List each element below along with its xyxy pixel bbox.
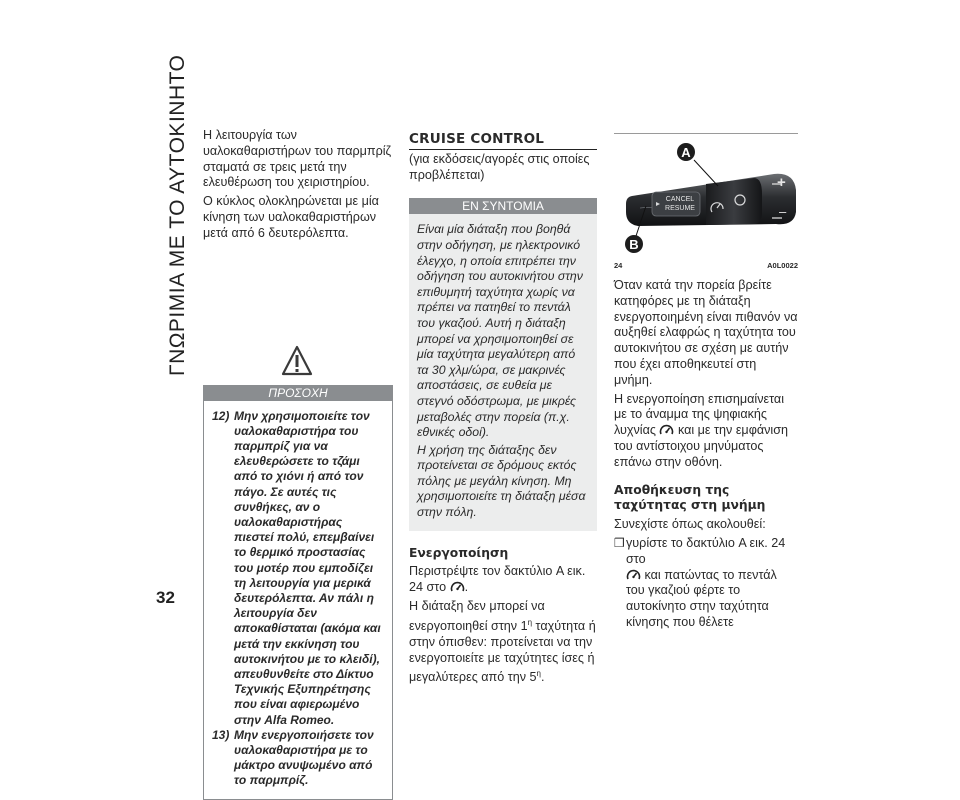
cruise-control-icon xyxy=(626,569,641,581)
figure-code: A0L0022 xyxy=(767,261,798,270)
summary-paragraph: Η χρήση της διάταξης δεν προτείνεται σε δρόμους εκτός πόλης με μεγάλη κίνηση. Μη χρησιμοποιείτε τη διάταξη μέσα στην πόλη. xyxy=(417,442,586,520)
text-span: γυρίστε το δακτύλιο A εικ. 24 στο xyxy=(626,535,786,566)
memory-heading: Αποθήκευση της ταχύτητας στη μνήμη xyxy=(614,482,766,513)
summary-header: ΕΝ ΣΥΝΤΟΜΙΑ xyxy=(409,198,597,214)
cruise-control-icon xyxy=(450,581,465,593)
stalk-illustration xyxy=(614,134,798,256)
text-span: . xyxy=(540,670,545,685)
list-item-text xyxy=(626,536,798,631)
text-span: και πατώντας το πεντάλ του γκαζιού φέρτε το αυτοκίνητο στην ταχύτητα κίνησης που θέλετε xyxy=(626,567,777,629)
chapter-title: ΓΝΩΡΙΜΙΑ ΜΕ ΤΟ ΑΥΤΟΚΙΝΗΤΟ xyxy=(166,54,189,376)
cruise-control-icon xyxy=(659,424,674,436)
text-span: Η ενεργοποίηση επισημαίνεται με το άναμμα της ψηφιακής λυχνίας xyxy=(614,391,784,438)
paragraph: Συνεχίστε όπως ακολουθεί: xyxy=(614,517,766,532)
warning-text: Μην χρησιμοποιείτε τον υαλοκαθαριστήρα του παρμπρίζ για να ελευθερώσετε το τζάμι από το χιόνι ή από τον πάγο. Σε αυτές τις συνθήκες, αν ο υαλοκαθαριστήρας πιεστεί πολύ, επεμβαίνει το θερμικό προστασίας του μοτέρ που εμποδίζει τη λειτουργία για μερικά δευτερόλεπτα. Αν πάλι η λειτουργία δεν αποκαθίσταται (ακόμα και μετά την εκκίνηση του αυτοκινήτου με το κλειδί), απευθυνθείτε στο Δίκτυο Τεχνικής Εξυπηρέτησης που είναι αφιερωμένο στην Alfa Romeo. xyxy=(234,408,381,727)
cancel-resume-button xyxy=(652,192,700,216)
list-item xyxy=(614,536,798,631)
minus-label: – xyxy=(779,204,787,219)
text-span: και με την εμφάνιση του αντίστοιχου μηνύματος επάνω στην οθόνη. xyxy=(614,423,789,469)
paragraph xyxy=(614,392,798,471)
warning-box xyxy=(203,401,393,800)
bullet-checkbox-icon: ❒ xyxy=(614,535,625,550)
warning-header: ΠΡΟΣΟΧΗ xyxy=(203,385,393,401)
cancel-label: CANCEL xyxy=(665,196,695,203)
figure-caption xyxy=(614,258,798,274)
warning-triangle-icon xyxy=(281,345,313,377)
text-span: ταχύτητα ή στην όπισθεν: προτείνεται να την ενεργοποιείτε με ταχύτητες ίσες ή μεγαλύτερες από την 5 xyxy=(409,619,596,685)
warning-item xyxy=(212,728,384,789)
callout-a-label: A xyxy=(681,145,691,160)
column-2 xyxy=(409,128,597,689)
activation-heading: Ενεργοποίηση xyxy=(409,545,509,560)
resume-label: RESUME xyxy=(665,205,695,212)
paragraph xyxy=(409,599,597,686)
section-title: CRUISE CONTROL xyxy=(409,132,597,150)
text-span: Η διάταξη δεν μπορεί να ενεργοποιηθεί στην 1 xyxy=(409,599,545,634)
callout-b-label: B xyxy=(629,237,639,252)
paragraph: Όταν κατά την πορεία βρείτε κατηφόρες με τη διάταξη ενεργοποιημένη είναι πιθανόν να αυξηθεί ελαφρώς η ταχύτητα του αυτοκινήτου σε σχέση με αυτήν που έχει αποθηκευτεί στη μνήμη. xyxy=(614,278,798,387)
section-subtitle: (για εκδόσεις/αγορές στις οποίες προβλέπεται) xyxy=(409,151,590,182)
column-3 xyxy=(614,128,798,631)
text-span: . xyxy=(464,580,469,595)
paragraph xyxy=(409,564,597,596)
superscript: η xyxy=(527,617,533,627)
warning-item xyxy=(212,409,384,728)
figure-24 xyxy=(614,133,798,268)
paragraph: Η λειτουργία των υαλοκαθαριστήρων του παρμπρίζ σταματά σε τρεις μετά την ελευθέρωση του χειριστηρίου. xyxy=(203,128,392,190)
warning-text: Μην ενεργοποιήσετε τον υαλοκαθαριστήρα με το μάκτρο ανυψωμένο από το παρμπρίζ. xyxy=(234,727,374,788)
figure-number: 24 xyxy=(614,261,623,270)
summary-box xyxy=(409,214,597,530)
page-number: 32 xyxy=(156,588,175,607)
summary-paragraph: Είναι μία διάταξη που βοηθά στην οδήγηση, με ηλεκτρονικό έλεγχο, η οποία επιτρέπει την οδήγηση του αυτοκινήτου στην επιθυμητή ταχύτητα χωρίς να πρέπει να πατηθεί το πεντάλ του γκαζιού. Αυτή η διάταξη μπορεί να χρησιμοποιηθεί σε μία ταχύτητα μεγαλύτερη από τα 30 χλμ/ώρα, σε μακρινές αποστάσεις, σε ευθεία με στεγνό οδόστρωμα, με μικρές μεταβολές στην πορεία (π.χ. εθνικές οδοί). xyxy=(417,222,583,440)
paragraph: Ο κύκλος ολοκληρώνεται με μία κίνηση των υαλοκαθαριστήρων μετά από 6 δευτερόλεπτα. xyxy=(203,194,379,240)
warning-number: 13) xyxy=(212,727,230,742)
plus-label: + xyxy=(777,174,786,191)
text-span: Περιστρέψτε τον δακτύλιο A εικ. 24 στο xyxy=(409,564,586,595)
superscript: η xyxy=(536,669,541,679)
warning-number: 12) xyxy=(212,408,230,423)
column-1 xyxy=(203,128,393,800)
